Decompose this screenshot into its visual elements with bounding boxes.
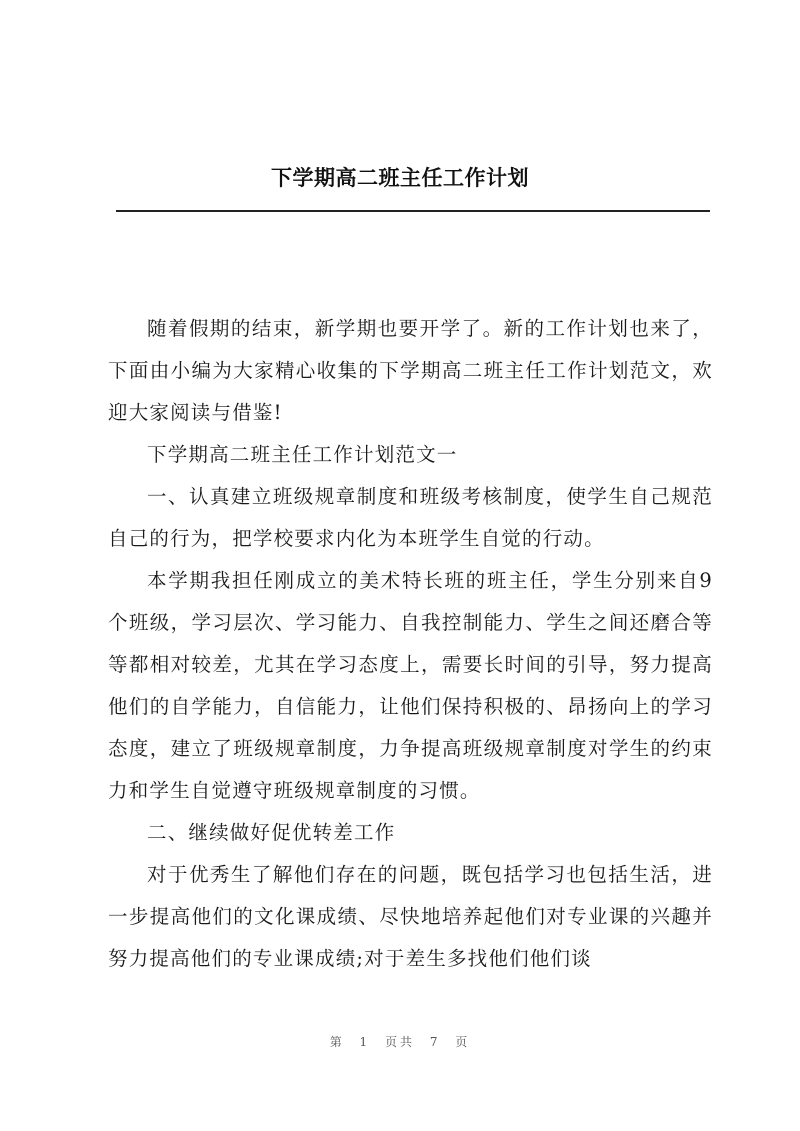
intro-paragraph: 随着假期的结束，新学期也要开学了。新的工作计划也来了，下面由小编为大家精心收集的下学期高二班主任工作计划范文，欢迎大家阅读与借鉴! (108, 317, 713, 424)
document-title: 下学期高二班主任工作计划 (271, 165, 529, 190)
point-one-paragraph: 本学期我担任刚成立的美术特长班的班主任，学生分别来自9个班级，学习层次、学习能力、自我控制能力、学生之间还磨合等等都相对较差，尤其在学习态度上，需要长时间的引导，努力提高他们的自学能力，自信能力，让他们保持积极的、昂扬向上的学习态度，建立了班级规章制度，力争提高班级规章制度对学生的约束力和学生自觉遵守班级规章制度的习惯。 (108, 569, 713, 802)
point-two-paragraph: 对于优秀生了解他们存在的问题，既包括学习也包括生活，进一步提高他们的文化课成绩、尽快地培养起他们对专业课的兴趣并努力提高他们的专业课成绩;对于差生多找他们他们谈 (108, 863, 713, 970)
point-one-heading: 一、认真建立班级规章制度和班级考核制度，使学生自己规范自己的行为，把学校要求内化为本班学生自觉的行动。 (108, 485, 713, 550)
section-heading-sample-one: 下学期高二班主任工作计划范文一 (147, 443, 458, 466)
title-divider (116, 210, 710, 212)
page-number-footer: 第 1 页共 7 页 (329, 1035, 471, 1049)
point-two-heading: 二、继续做好促优转差工作 (147, 821, 396, 844)
document-body (108, 308, 713, 980)
